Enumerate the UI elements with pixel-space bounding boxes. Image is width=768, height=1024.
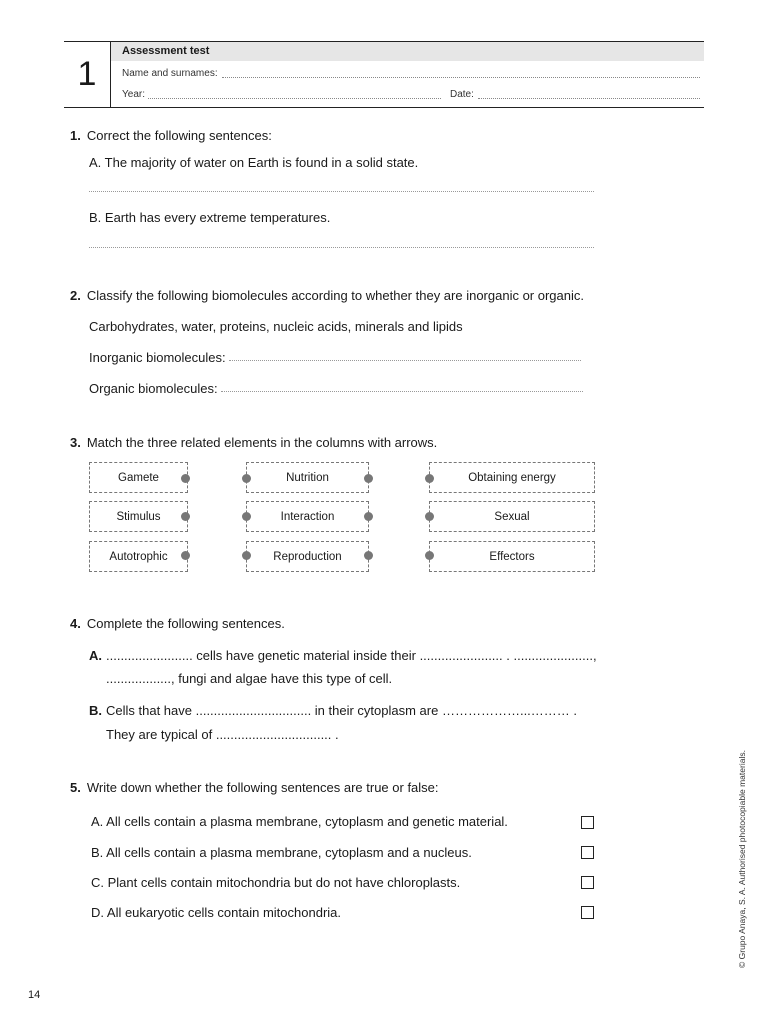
- match-box-interaction: Interaction: [246, 501, 369, 532]
- statement-d: D. All eukaryotic cells contain mitochondria.: [91, 905, 342, 920]
- fill-in-text: Cells that have ................................ in their cytoplasm are ………………...……… .: [106, 703, 578, 718]
- match-box-autotrophic: Autotrophic: [89, 541, 188, 572]
- connector-dot[interactable]: [181, 512, 190, 521]
- connector-dot[interactable]: [364, 551, 373, 560]
- connector-dot[interactable]: [242, 551, 251, 560]
- question-number: 1.: [70, 128, 81, 143]
- year-label: Year:: [122, 89, 145, 100]
- copyright-notice: © Grupo Anaya, S. A. Authorised photocopiable materials.: [737, 750, 747, 968]
- connector-dot[interactable]: [242, 512, 251, 521]
- inorganic-label: Inorganic biomolecules:: [89, 350, 226, 365]
- connector-dot[interactable]: [242, 474, 251, 483]
- connector-dot[interactable]: [364, 512, 373, 521]
- date-label: Date:: [450, 89, 474, 100]
- inorganic-answer-line[interactable]: [229, 360, 581, 361]
- worksheet-header: [64, 41, 704, 108]
- match-box-gamete: Gamete: [89, 462, 188, 493]
- item-label: B.: [89, 703, 102, 718]
- question-1: [70, 128, 272, 143]
- match-box-sexual: Sexual: [429, 501, 595, 532]
- match-box-stimulus: Stimulus: [89, 501, 188, 532]
- statement-a: A. All cells contain a plasma membrane, cytoplasm and genetic material.: [91, 814, 508, 829]
- statement-c: C. Plant cells contain mitochondria but do not have chloroplasts.: [91, 875, 461, 890]
- checkbox-c[interactable]: [581, 876, 594, 889]
- question-prompt: Write down whether the following sentences are true or false:: [86, 780, 439, 795]
- fill-in-text: ........................ cells have genetic material inside their ....................... . ......................,: [106, 648, 597, 663]
- worksheet-title: Assessment test: [122, 45, 210, 57]
- question-prompt: Correct the following sentences:: [86, 128, 272, 143]
- question-number: 4.: [70, 616, 81, 631]
- question-number: 3.: [70, 435, 81, 450]
- connector-dot[interactable]: [364, 474, 373, 483]
- statement-b: B. All cells contain a plasma membrane, cytoplasm and a nucleus.: [91, 845, 472, 860]
- match-box-reproduction: Reproduction: [246, 541, 369, 572]
- checkbox-a[interactable]: [581, 816, 594, 829]
- answer-line-a[interactable]: [89, 191, 594, 192]
- name-label: Name and surnames:: [122, 68, 218, 79]
- year-field[interactable]: [148, 98, 441, 99]
- sentence-b: B. Earth has every extreme temperatures.: [89, 210, 331, 225]
- biomolecule-list: Carbohydrates, water, proteins, nucleic acids, minerals and lipids: [89, 319, 463, 334]
- question-number: 5.: [70, 780, 81, 795]
- connector-dot[interactable]: [181, 551, 190, 560]
- date-field[interactable]: [478, 98, 700, 99]
- answer-line-b[interactable]: [89, 247, 594, 248]
- sentence-4a-line1: [89, 648, 599, 663]
- question-prompt: Complete the following sentences.: [86, 616, 285, 631]
- organic-answer-line[interactable]: [221, 391, 583, 392]
- connector-dot[interactable]: [425, 551, 434, 560]
- sentence-4b-line1: [89, 703, 577, 718]
- organic-label: Organic biomolecules:: [89, 381, 218, 396]
- item-label: A.: [89, 648, 102, 663]
- sentence-4a-line2: .................., fungi and algae have this type of cell.: [106, 671, 393, 686]
- question-2: [70, 288, 584, 303]
- match-box-obtaining-energy: Obtaining energy: [429, 462, 595, 493]
- question-prompt: Classify the following biomolecules according to whether they are inorganic or organic.: [86, 288, 584, 303]
- question-number: 2.: [70, 288, 81, 303]
- name-field[interactable]: [222, 77, 700, 78]
- question-prompt: Match the three related elements in the columns with arrows.: [86, 435, 438, 450]
- question-3: [70, 435, 437, 450]
- page-number: 14: [28, 989, 41, 1001]
- match-box-nutrition: Nutrition: [246, 462, 369, 493]
- question-5: [70, 780, 439, 795]
- question-4: [70, 616, 285, 631]
- sentence-a: A. The majority of water on Earth is found in a solid state.: [89, 155, 419, 170]
- connector-dot[interactable]: [181, 474, 190, 483]
- sentence-4b-line2: They are typical of ................................ .: [106, 727, 339, 742]
- connector-dot[interactable]: [425, 474, 434, 483]
- match-box-effectors: Effectors: [429, 541, 595, 572]
- checkbox-d[interactable]: [581, 906, 594, 919]
- unit-number: 1: [64, 42, 111, 107]
- checkbox-b[interactable]: [581, 846, 594, 859]
- connector-dot[interactable]: [425, 512, 434, 521]
